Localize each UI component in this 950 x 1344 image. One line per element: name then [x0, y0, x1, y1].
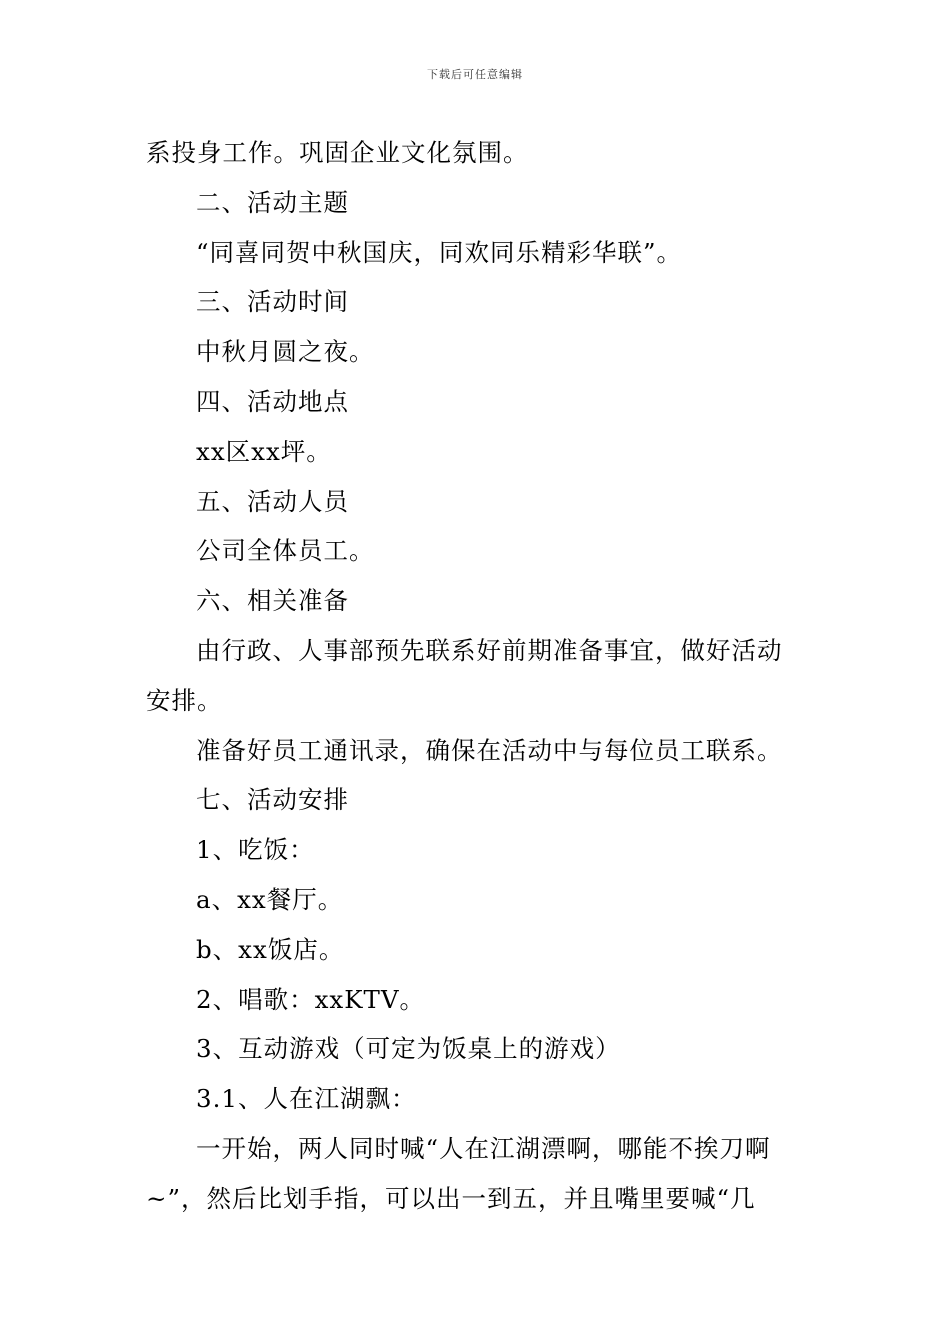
list-item: b、xx饭店。 — [196, 934, 345, 964]
list-item: 2、唱歌：xxKTV。 — [196, 984, 426, 1014]
document-body — [146, 128, 806, 1224]
body-line: 由行政、人事部预先联系好前期准备事宜，做好活动 — [196, 635, 783, 665]
section-heading-theme: 二、活动主题 — [196, 187, 349, 217]
body-line: 中秋月圆之夜。 — [196, 337, 375, 367]
list-item: 3.1、人在江湖飘： — [196, 1084, 417, 1114]
body-line: 系投身工作。巩固企业文化氛围。 — [146, 138, 529, 167]
section-heading-preparation: 六、相关准备 — [196, 586, 349, 616]
list-item: 1、吃饭： — [196, 835, 315, 865]
section-heading-staff: 五、活动人员 — [196, 486, 349, 516]
body-line: ~”，然后比划手指，可以出一到五，并且嘴里要喊“几 — [146, 1183, 756, 1213]
body-line: 安排。 — [146, 685, 223, 715]
list-item: 3、互动游戏（可定为饭桌上的游戏） — [196, 1034, 621, 1064]
list-item: a、xx餐厅。 — [196, 884, 344, 914]
body-line: “同喜同贺中秋国庆，同欢同乐精彩华联”。 — [196, 237, 683, 267]
section-heading-schedule: 七、活动安排 — [196, 785, 349, 815]
page-header: 下载后可任意编辑 — [427, 68, 523, 81]
body-line: 公司全体员工。 — [196, 536, 375, 566]
section-heading-location: 四、活动地点 — [196, 386, 349, 416]
body-line: 准备好员工通讯录，确保在活动中与每位员工联系。 — [196, 735, 783, 765]
section-heading-time: 三、活动时间 — [196, 287, 349, 317]
body-line: 一开始，两人同时喊“人在江湖漂啊，哪能不挨刀啊 — [196, 1133, 771, 1163]
body-line: xx区xx坪。 — [196, 436, 332, 466]
